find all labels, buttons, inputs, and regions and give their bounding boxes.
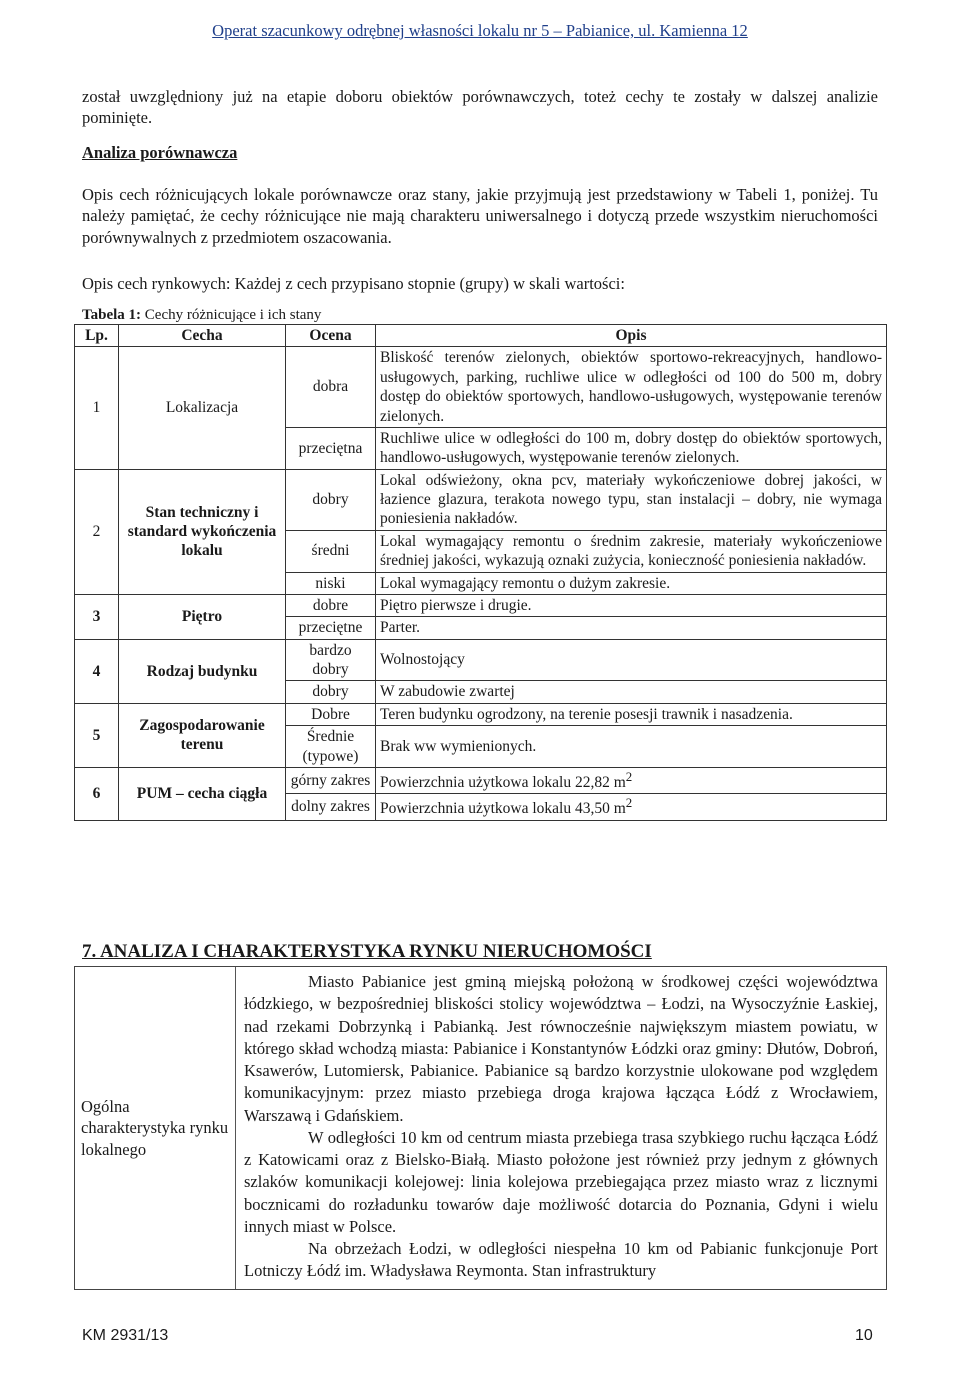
table-row: 2 Stan techniczny i standard wykończenia lokalu dobry Lokal odświeżony, okna pcv, materiały wykończeniowe dobrej jakości, w łazience glazura, terakota nowego typu, stan instalacji – dobry, nie wymaga poniesienia nakładów. (75, 469, 887, 530)
col-header: Lp. (75, 325, 119, 347)
table-row: przeciętne Parter. (75, 617, 887, 639)
table-caption: Tabela 1: Cechy różnicujące i ich stany (82, 307, 322, 323)
table-row: przeciętna Ruchliwe ulice w odległości do 100 m, dobry dostęp do obiektów sportowych, handlowo-usługowych, występowanie terenów zielonych. (75, 427, 887, 469)
table-row: Średnie (typowe) Brak ww wymienionych. (75, 726, 887, 768)
analysis-heading: Analiza porównawcza (82, 143, 238, 162)
table-row: 6 PUM – cecha ciągła górny zakres Powierzchnia użytkowa lokalu 22,82 $m^2$ (75, 767, 887, 794)
col-header: Cecha (119, 325, 286, 347)
table-row (75, 967, 887, 1290)
section-7-heading: 7. ANALIZA I CHARAKTERYSTYKA RYNKU NIERUCHOMOŚCI (82, 941, 652, 962)
analysis-paragraph: Opis cech różnicujących lokale porównawcze oraz stany, jakie przyjmują jest przedstawiony w Tabeli 1, poniżej. Tu należy pamiętać, że cechy różnicujące nie mają charakteru uniwersalnego i dotyczą przede wszystkim nieruchomości porównywalnych z przedmiotem oszacowania. (82, 185, 878, 247)
table-row: 1 Lokalizacja dobra Bliskość terenów zielonych, obiektów sportowo-rekreacyjnych, handlowo-usługowych, parking, ruchliwe ulice w odległości od 100 do 500 m, dobry dostęp do obiektów sportowych, handlowo-usługowych, występowanie terenów zielonych. (75, 347, 887, 428)
features-intro: Opis cech rynkowych: Każdej z cech przypisano stopnie (grupy) w skali wartości: (82, 274, 625, 293)
table-row: dobry W zabudowie zwartej (75, 681, 887, 703)
table-header-row (75, 325, 887, 347)
col-header: Opis (376, 325, 887, 347)
table-row: niski Lokal wymagający remontu o dużym zakresie. (75, 572, 887, 594)
market-text: Miasto Pabianice jest gminą miejską położoną w środkowej części województwa łódzkiego, w bezpośredniej bliskości stolicy województwa – Łodzi, na Wysoczyźnie Łaskiej, nad rzekami Dobrzynką i Pabianką. Jest równocześnie największym miastem powiatu, w którego skład wchodzą miasta: Pabianice i Konstantynów Łódzki oraz gminy: Dłutów, Dobroń, Ksawerów, Lutomiersk, Pabianice. Pabianice są bardzo korzystnie ulokowane pod względem komunikacyjnym: przez miasto przebiega droga krajowa łącząca Łódź z Wrocławiem, Warszawą i Gdańskiem. W odległości 10 km od centrum miasta przebiega trasa szybkiego ruchu łącząca Łódź z Katowicami oraz z Bielsko-Białą. Miasto położone jest również przy jednym z głównych szlaków komunikacji kolejowej: linia kolejowa przebiegająca przez miasto wraz z licznymi bocznicami do rozładunku towarów daje możliwość dotarcia do Poznania, Gdyni i wielu innych miast w Polsce. Na obrzeżach Łodzi, w odległości niespełna 10 km od Pabianic funkcjonuje Port Lotniczy Łódź im. Władysława Reymonta. Stan infrastruktury (236, 967, 887, 1290)
footer-reference: KM 2931/13 (82, 1327, 169, 1344)
table-row: 4 Rodzaj budynku bardzo dobry Wolnostojący (75, 639, 887, 681)
market-label: Ogólna charakterystyka rynku lokalnego (75, 967, 236, 1290)
col-header: Ocena (286, 325, 376, 347)
header-title: Operat szacunkowy odrębnej własności lokalu nr 5 – Pabianice, ul. Kamienna 12 (212, 21, 748, 40)
running-header (0, 20, 960, 41)
features-table (74, 324, 887, 821)
market-table (74, 966, 887, 1290)
table-row: dolny zakres Powierzchnia użytkowa lokalu 43,50 $m^2$ (75, 794, 887, 821)
intro-paragraph: został uwzględniony już na etapie doboru obiektów porównawczych, toteż cechy te zostały w dalszej analizie pominięte. (82, 87, 878, 128)
table-row: 5 Zagospodarowanie terenu Dobre Teren budynku ogrodzony, na terenie posesji trawnik i nasadzenia. (75, 703, 887, 725)
table-row: 3 Piętro dobre Piętro pierwsze i drugie. (75, 594, 887, 616)
table-row: średni Lokal wymagający remontu o średnim zakresie, materiały wykończeniowe średniej jakości, wykazują oznaki zużycia, konieczność poniesienia nakładów. (75, 530, 887, 572)
page-number: 10 (855, 1327, 873, 1344)
